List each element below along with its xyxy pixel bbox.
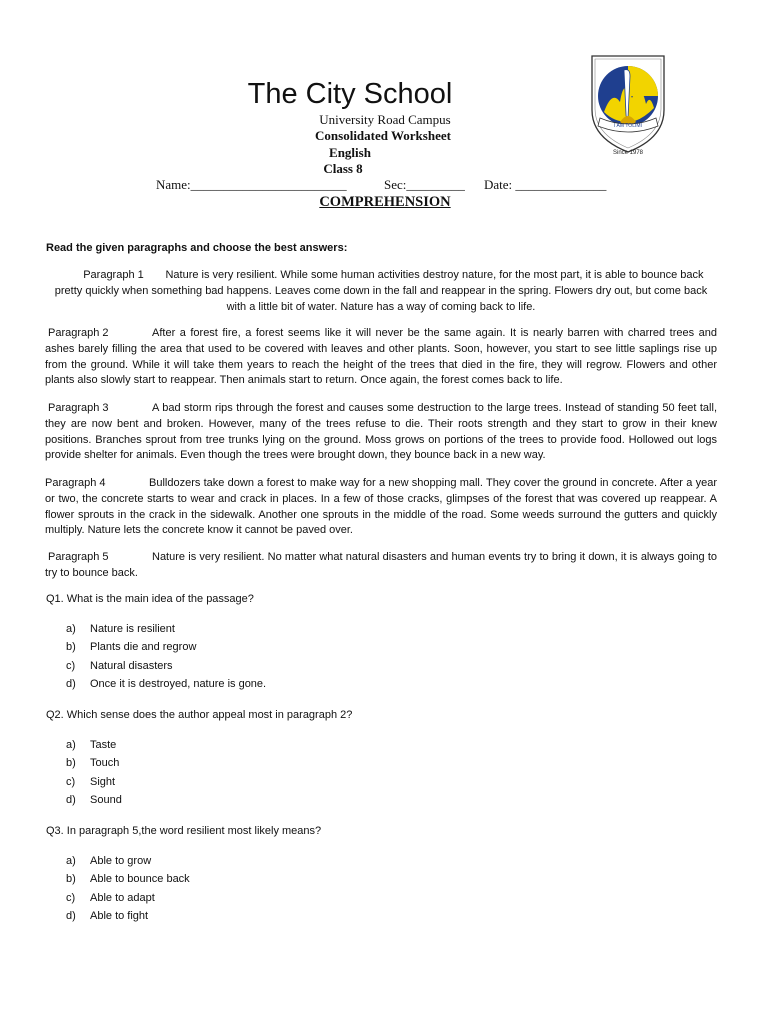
paragraph-text: After a forest fire, a forest seems like it will never be the same again. It is nearly barren with charred trees and ashes barely filling the area that used to be covered with leaves and other plants. Soon, however, you start to see little saplings rise up from the ground. While it will take them years to reach the height of the trees that died in the fire, they will regrow. Flowers and other plants also slowly start to reappear. Then animals start to return. Once again, the forest comes back to life. — [45, 327, 717, 387]
option-item[interactable] — [66, 678, 266, 696]
option-letter: d) — [66, 909, 76, 922]
subject-label: English — [329, 145, 371, 160]
logo-since-text: Since 1978 — [612, 150, 644, 156]
paragraph-label: Paragraph 1 — [83, 269, 144, 281]
option-letter: c) — [66, 891, 76, 904]
option-item[interactable] — [66, 660, 266, 678]
date-field[interactable]: Date: ______________ — [484, 177, 607, 192]
option-item[interactable] — [66, 892, 190, 910]
option-letter: b) — [66, 873, 76, 886]
option-text: Plants die and regrow — [90, 641, 197, 654]
worksheet-title: Consolidated Worksheet — [315, 128, 451, 143]
question-2-options — [66, 739, 122, 812]
option-letter: d) — [66, 677, 76, 690]
option-letter: a) — [66, 739, 76, 751]
question-1-options — [66, 623, 266, 696]
paragraph-1 — [45, 268, 717, 315]
option-item[interactable] — [66, 739, 122, 757]
paragraph-2 — [45, 326, 717, 389]
question-3: Q3. In paragraph 5,the word resilient most likely means? — [46, 825, 322, 837]
option-letter: c) — [66, 659, 76, 672]
question-1: Q1. What is the main idea of the passage? — [46, 593, 254, 605]
option-text: Able to grow — [90, 855, 152, 867]
school-title: The City School — [247, 78, 453, 110]
section-heading: COMPREHENSION — [319, 194, 451, 210]
option-text: Sight — [90, 775, 116, 788]
paragraph-text: A bad storm rips through the forest and causes some destruction to the large trees. Instead of standing 50 feet tall, they are now bent and broken. However, many of the trees refuse to die. Their roots strength and they start to grow in their knew positions. Branches sprout from tree trunks lying on the ground. Moss grows on portions of the trees to provide food. Hollowed out logs provide shelter for animals. Even though the trees were brought down, they bounce back in a new way. — [45, 402, 717, 462]
paragraph-label: Paragraph 2 — [48, 327, 109, 339]
option-item[interactable] — [66, 910, 190, 928]
option-text: Able to fight — [90, 909, 149, 922]
logo-ribbon-text: I AM TOLIMI — [614, 123, 642, 129]
campus-name: University Road Campus — [319, 112, 451, 127]
instructions: Read the given paragraphs and choose the best answers: — [46, 242, 348, 254]
option-text: Taste — [90, 739, 117, 751]
option-letter: b) — [66, 641, 76, 654]
name-field[interactable]: Name:________________________ — [156, 177, 347, 192]
class-label: Class 8 — [323, 161, 363, 176]
option-text: Touch — [90, 757, 120, 770]
option-text: Nature is resilient — [90, 623, 175, 635]
option-item[interactable] — [66, 623, 266, 641]
option-letter: a) — [66, 623, 76, 635]
option-letter: d) — [66, 793, 76, 806]
option-item[interactable] — [66, 776, 122, 794]
option-text: Able to bounce back — [90, 873, 190, 886]
paragraph-4 — [45, 476, 717, 539]
question-3-options — [66, 855, 190, 928]
paragraph-text: Nature is very resilient. No matter what natural disasters and human events try to bring it down, it is always going to try to bounce back. — [45, 551, 717, 579]
paragraph-label: Paragraph 5 — [48, 551, 109, 563]
school-logo-icon — [584, 52, 672, 162]
paragraph-label: Paragraph 4 — [45, 477, 106, 489]
option-letter: b) — [66, 757, 76, 770]
option-letter: a) — [66, 855, 76, 867]
paragraph-3 — [45, 401, 717, 464]
option-text: Natural disasters — [90, 659, 173, 672]
option-item[interactable] — [66, 855, 190, 873]
option-text: Once it is destroyed, nature is gone. — [90, 677, 267, 690]
question-2: Q2. Which sense does the author appeal most in paragraph 2? — [46, 709, 353, 721]
option-item[interactable] — [66, 873, 190, 891]
paragraph-text: Nature is very resilient. While some human activities destroy nature, for the most part, it is able to bounce back pretty quickly when something bad happens. Leaves come down in the fall and reappear in the spring. Flowers dry out, but come back with a little bit of water. Nature has a way of coming back to life. — [54, 269, 708, 313]
option-item[interactable] — [66, 641, 266, 659]
paragraph-text: Bulldozers take down a forest to make way for a new shopping mall. They cover the ground in concrete. After a year or two, the concrete starts to wear and crack in places. In a few of those cracks, glimpses of the forest that was covered up reappear. A flower sprouts in the crack in the sidewalk. Another one sprouts in the middle of the road. Some weeds surround the gutters and quickly multiply. Nature lets the concrete know it cannot be paved over. — [45, 477, 717, 537]
option-letter: c) — [66, 775, 76, 788]
option-text: Able to adapt — [90, 891, 155, 904]
section-field[interactable]: Sec:_________ — [384, 177, 465, 192]
option-item[interactable] — [66, 794, 122, 812]
option-item[interactable] — [66, 757, 122, 775]
option-text: Sound — [90, 793, 122, 806]
paragraph-label: Paragraph 3 — [48, 402, 109, 414]
paragraph-5 — [45, 550, 717, 582]
